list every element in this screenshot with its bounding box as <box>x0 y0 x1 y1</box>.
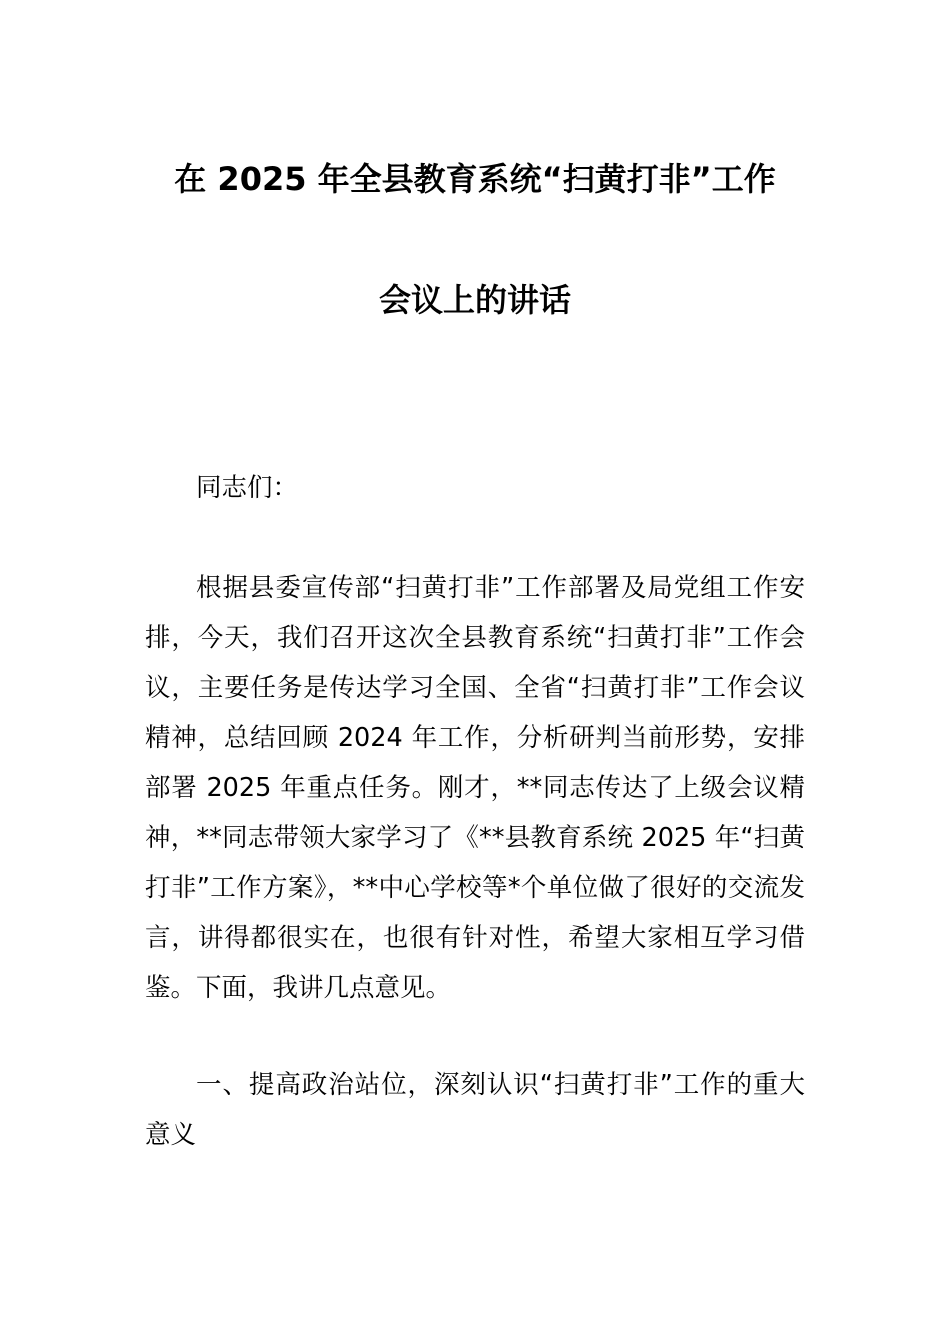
paragraph-intro: 根据县委宣传部“扫黄打非”工作部署及局党组工作安排，今天，我们召开这次全县教育系统“扫黄打非”工作会议，主要任务是传达学习全国、全省“扫黄打非”工作会议精神，总结回顾 2024 年工作，分析研判当前形势，安排部署 2025 年重点任务。刚才，**同志传达了上级会议精神，**同志带领大家学习了《**县教育系统 2025 年“扫黄打非”工作方案》，**中心学校等*个单位做了很好的交流发言，讲得都很实在，也很有针对性，希望大家相互学习借鉴。下面，我讲几点意见。 <box>145 573 805 1003</box>
document-title-line-1: 在 2025 年全县教育系统“扫黄打非”工作 <box>174 160 776 198</box>
greeting: 同志们： <box>196 473 299 503</box>
document-title-line-2: 会议上的讲话 <box>378 281 571 319</box>
section-heading-1: 一、提高政治站位，深刻认识“扫黄打非”工作的重大意义 <box>145 1070 805 1150</box>
